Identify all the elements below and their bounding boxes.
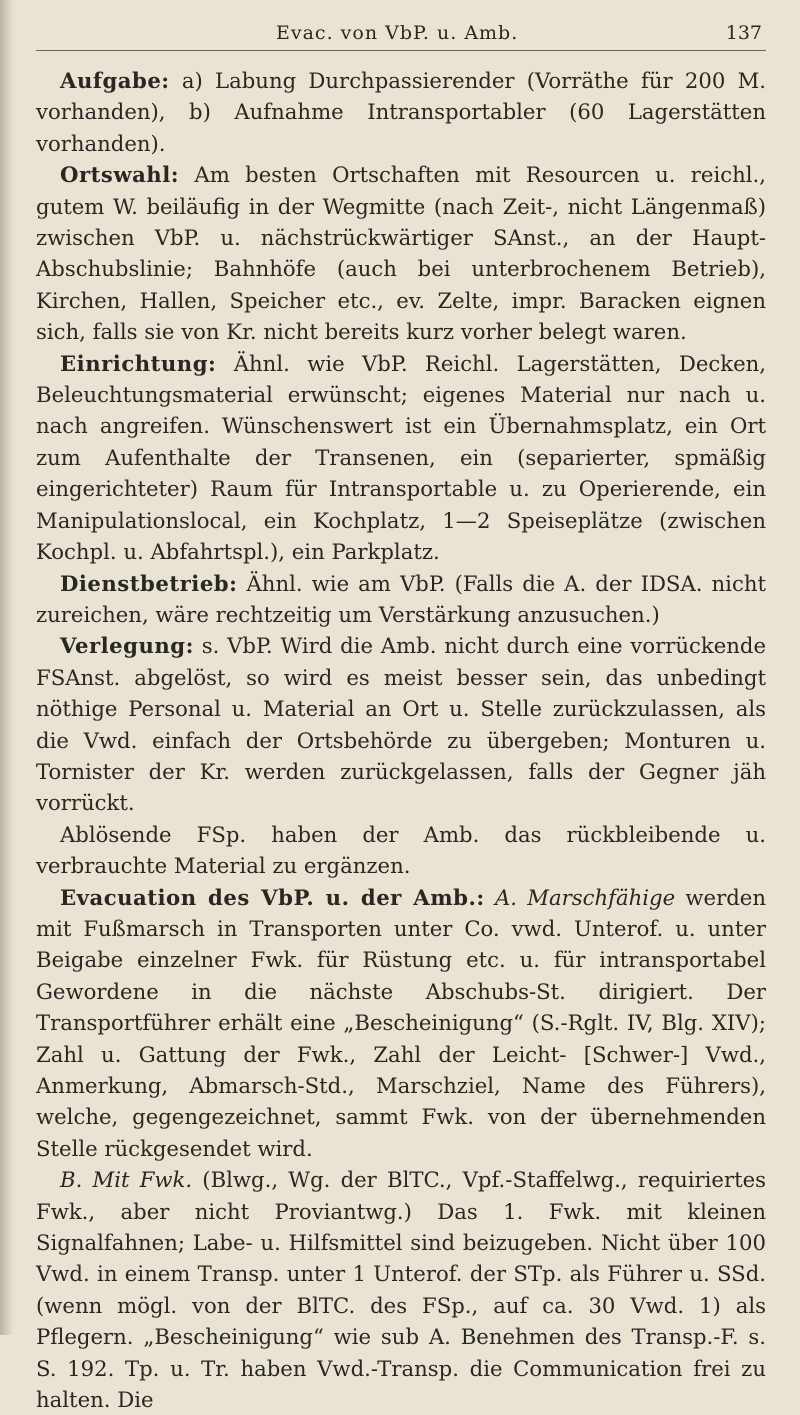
paragraph-lead: Dienstbetrieb: xyxy=(60,570,238,596)
paragraph-text: (Blwg., Wg. der BlTC., Vpf.-Staffelwg., requiriertes Fwk., aber nicht Proviantwg.) Das 1. Fwk. mit kleinen Signalfahnen; Labe- u. Hilfsmittel sind beizugeben. Nicht über 100 Vwd. in einem Transp. unter 1 Unterof. der STp. als Führer u. SSd. (wenn mögl. von der BlTC. des FSp., auf ca. 30 Vwd. 1) als Pflegern. „Bescheinigung“ wie sub A. Benehmen des Transp.-F. s. S. 192. Tp. u. Tr. haben Vwd.-Transp. die Communication frei zu halten. Die xyxy=(36,1167,766,1413)
paragraph-text: Ähnl. wie VbP. Reichl. Lagerstätten, Decken, Beleuchtungsmaterial erwünscht; eigenes Material nur nach u. nach angreifen. Wünschenswert ist ein Übernahmsplatz, ein Ort zum Aufenthalte der Transenen, ein (separierter, spmäßig eingerichteter) Raum für Intransportable u. zu Operierende, ein Manipulationslocal, ein Kochplatz, 1—2 Speiseplätze (zwischen Kochpl. u. Abfahrtspl.), ein Parkplatz. xyxy=(36,350,766,565)
paragraph-aufgabe xyxy=(36,65,766,159)
running-title: Evac. von VbP. u. Amb. xyxy=(276,22,519,44)
paragraph-text: werden mit Fußmarsch in Transporten unter Co. vwd. Unterof. u. unter Beigabe einzelner Fwk. für Rüstung etc. u. für intransportabel Gewordene in die nächste Abschubs-St. dirigiert. Der Transportführer erhält eine „Bescheinigung“ (S.-Rglt. IV, Blg. XIV); Zahl u. Gattung der Fwk., Zahl der Leicht- [Schwer-] Vwd., Anmerkung, Abmarsch-Std., Marschziel, Name des Führers), welche, gegengezeichnet, sammt Fwk. von der übernehmenden Stelle rückgesendet wird. xyxy=(36,884,766,1161)
page-number: 137 xyxy=(725,22,762,44)
paragraph-text: Ablösende FSp. haben der Amb. das rückbleibende u. verbrauchte Material zu ergänzen. xyxy=(36,821,766,879)
paragraph-text: Am besten Ortschaften mit Resourcen u. reichl., gutem W. beiläufig in der Wegmitte (nach Zeit-, nicht Längenmaß) zwischen VbP. u. nächstrückwärtiger SAnst., an der Haupt-Abschubslinie; Bahnhöfe (auch bei unterbrochenem Betrieb), Kirchen, Hallen, Speicher etc., ev. Zelte, impr. Baracken eignen sich, falls sie von Kr. nicht bereits kurz vorher belegt waren. xyxy=(36,162,766,345)
paragraph-italic: B. Mit Fwk. xyxy=(60,1167,193,1193)
paragraph-evacuation xyxy=(36,882,766,1165)
paragraph-text: Ähnl. wie am VbP. (Falls die A. der IDSA. nicht zureichen, wäre rechtzeitig um Verstärkung anzusuchen.) xyxy=(36,570,766,627)
body-text xyxy=(36,65,766,1415)
paragraph-lead: Ortswahl: xyxy=(60,162,180,188)
paragraph-lead: Verlegung: xyxy=(60,633,194,659)
paragraph-text: a) Labung Durchpassierender (Vorräthe für 200 M. vorhanden), b) Aufnahme Intransportabler (60 Lagerstätten vorhanden). xyxy=(36,68,766,156)
paragraph-einrichtung xyxy=(36,348,766,568)
running-header xyxy=(36,22,766,51)
paragraph-lead: Evacuation des VbP. u. der Amb.: xyxy=(60,884,485,910)
paragraph-lead: Aufgabe: xyxy=(60,68,170,93)
paragraph-abloesende xyxy=(36,819,766,882)
page-binding-edge xyxy=(0,0,14,1335)
paragraph-lead: Einrichtung: xyxy=(60,350,217,376)
paragraph-verlegung xyxy=(36,630,766,818)
paragraph-ortswahl xyxy=(36,159,766,347)
paragraph-dienstbetrieb xyxy=(36,568,766,631)
paragraph-text: s. VbP. Wird die Amb. nicht durch eine vorrückende FSAnst. abgelöst, so wird es meist besser sein, das unbedingt nöthige Personal u. Material an Ort u. Stelle zurückzulassen, als die Vwd. einfach der Ortsbehörde zu übergeben; Monturen u. Tornister der Kr. werden zurückgelassen, falls der Gegner jäh vorrückt. xyxy=(36,633,766,816)
paragraph-mit-fwk xyxy=(36,1164,766,1415)
book-page xyxy=(36,22,766,1415)
paragraph-italic: A. Marschfähige xyxy=(494,884,676,910)
